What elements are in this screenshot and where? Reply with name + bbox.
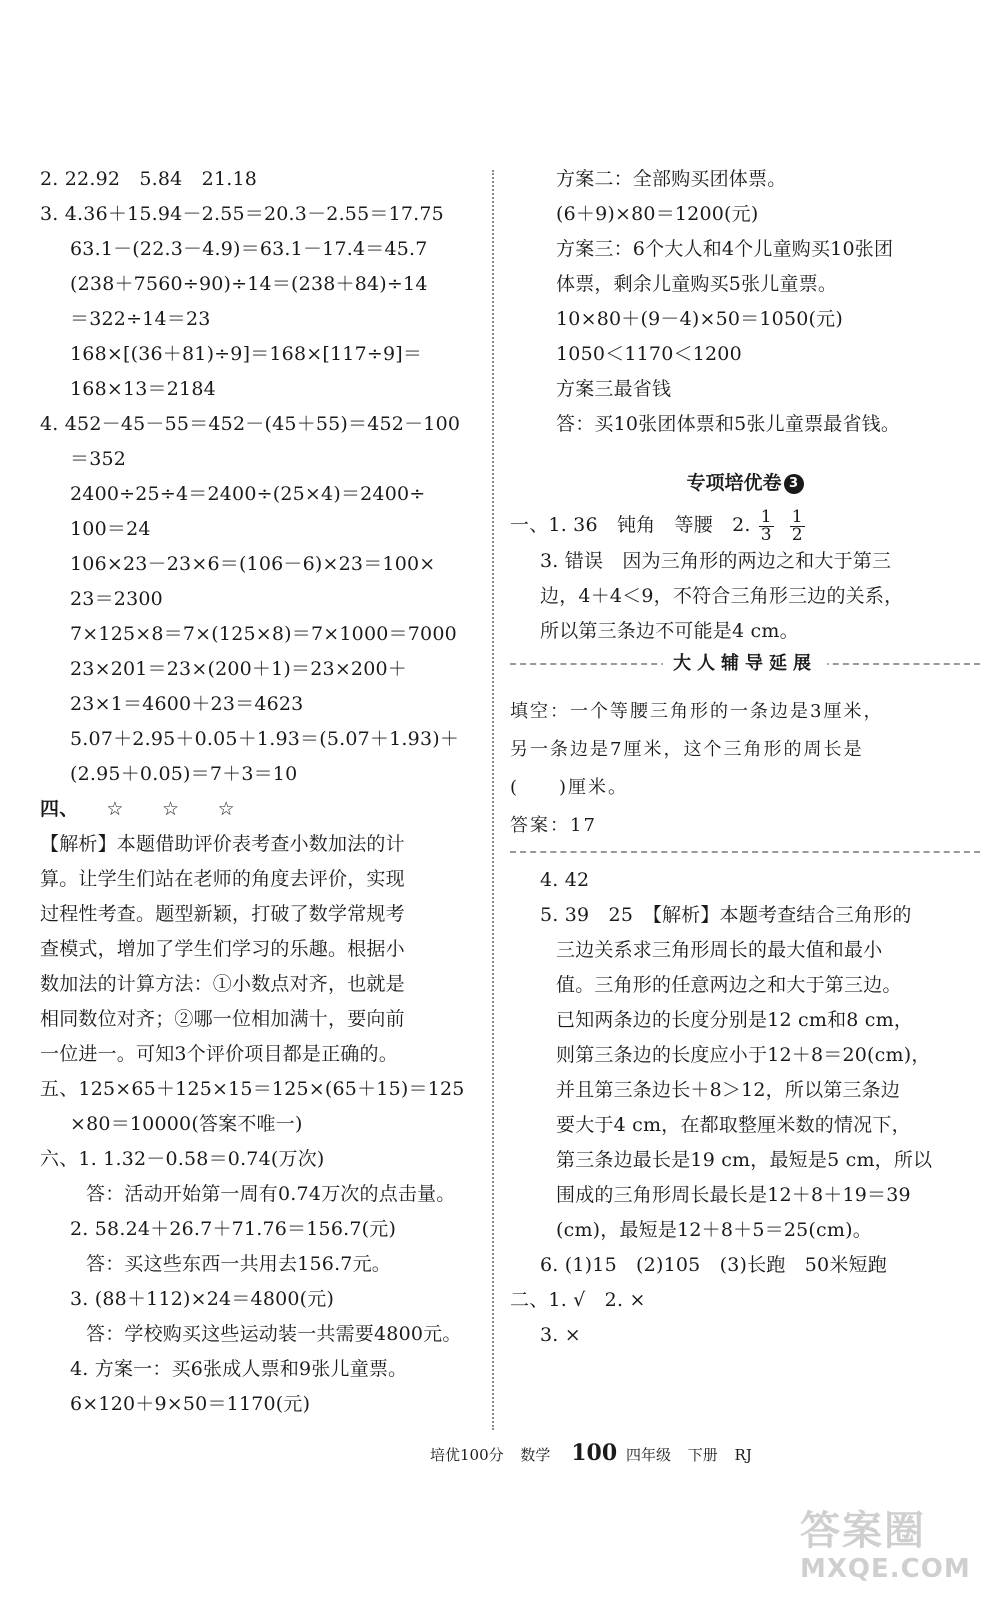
watermark-text: 答案圈 — [800, 1508, 926, 1554]
extension-answer: 答案：17 — [510, 814, 597, 836]
answer-line: 边，4＋4＜9，不符合三角形三边的关系， — [540, 584, 904, 607]
answer-line: 2400÷25÷4＝2400÷(25×4)＝2400÷ — [70, 483, 426, 505]
extension-title-text: 大人辅导延展 — [663, 653, 827, 674]
extension-line: ( )厘米。 — [510, 776, 629, 798]
answer-line: 则第三条边的长度应小于12＋8＝20(cm)， — [556, 1043, 931, 1066]
answer-line: 5. 39 25 【解析】本题考查结合三角形的 — [540, 903, 912, 926]
analysis-line: 查模式，增加了学生们学习的乐趣。根据小 — [40, 938, 405, 960]
answer-line: ＝352 — [70, 448, 127, 470]
answer-line: 要大于4 cm，在都取整厘米数的情况下， — [556, 1113, 911, 1136]
answer-line: 2. 22.92 5.84 21.18 — [40, 168, 258, 190]
answer-line: 方案三：6个大人和4个儿童购买10张团 — [556, 238, 894, 260]
left-column — [40, 162, 480, 1422]
answer-line: 106×23－23×6＝(106－6)×23＝100× — [70, 553, 436, 575]
section-title-text: 专项培优卷 — [686, 472, 782, 494]
footer-edition: RJ — [734, 1446, 752, 1464]
answer-line: 方案三最省钱 — [556, 378, 672, 400]
analysis-line: 数加法的计算方法：①小数点对齐，也就是 — [40, 973, 405, 995]
answer-line: 2. 58.24＋26.7＋71.76＝156.7(元) — [70, 1218, 397, 1240]
answer-line: 第三条边最长是19 cm，最短是5 cm，所以 — [556, 1148, 933, 1171]
answer-line: 168×13＝2184 — [70, 378, 216, 400]
page-footer — [430, 1440, 830, 1466]
footer-volume: 下册 — [687, 1446, 718, 1464]
fraction-numerator: 1 — [791, 506, 803, 527]
answer-line: (6＋9)×80＝1200(元) — [556, 203, 759, 225]
section-title — [510, 468, 980, 498]
rating-line — [40, 792, 480, 827]
footer-grade: 四年级 — [625, 1446, 671, 1464]
answer-line: 三边关系求三角形周长的最大值和最小 — [556, 938, 883, 961]
answer-line: 23×1＝4600＋23＝4623 — [70, 693, 304, 715]
star-icons: ☆ ☆ ☆ — [106, 798, 235, 820]
answer-line — [510, 508, 980, 544]
answer-line: 10×80＋(9－4)×50＝1050(元) — [556, 308, 843, 330]
fraction-numerator: 1 — [760, 506, 772, 527]
answer-line: ＝322÷14＝23 — [70, 308, 211, 330]
analysis-line: 相同数位对齐；②哪一位相加满十，要向前 — [40, 1008, 405, 1030]
answer-line: 并且第三条边长＋8＞12，所以第三条边 — [556, 1078, 901, 1101]
answer-prefix: 一、1. 36 钝角 等腰 2. — [510, 514, 751, 536]
answer-line: 已知两条边的长度分别是12 cm和8 cm， — [556, 1008, 914, 1031]
answer-line: 体票，剩余儿童购买5张儿童票。 — [556, 273, 838, 295]
answer-line: 6×120＋9×50＝1170(元) — [70, 1393, 311, 1415]
fraction — [790, 506, 805, 545]
answer-line: 4. 方案一：买6张成人票和9张儿童票。 — [70, 1358, 408, 1380]
answer-line: 五、125×65＋125×15＝125×(65＋15)＝125 — [40, 1078, 465, 1100]
analysis-line: 一位进一。可知3个评价项目都是正确的。 — [40, 1043, 398, 1065]
extension-title — [510, 652, 980, 693]
answer-line: 3. 4.36＋15.94－2.55＝20.3－2.55＝17.75 — [40, 203, 444, 225]
answer-line: 5.07＋2.95＋0.05＋1.93＝(5.07＋1.93)＋ — [70, 728, 460, 750]
extension-bottom-border — [510, 845, 980, 853]
answer-line: (cm)，最短是12＋8＋5＝25(cm)。 — [556, 1218, 872, 1241]
answer-line: (2.95＋0.05)＝7＋3＝10 — [70, 763, 298, 785]
watermark-url: MXQE.COM — [800, 1554, 971, 1584]
answer-line: 答：学校购买这些运动装一共需要4800元。 — [86, 1323, 462, 1345]
watermark — [800, 1508, 980, 1588]
analysis-line: 算。让学生们站在老师的角度去评价，实现 — [40, 868, 405, 890]
answer-line: 方案二：全部购买团体票。 — [556, 168, 787, 190]
answer-line: 答：活动开始第一周有0.74万次的点击量。 — [86, 1183, 456, 1205]
fraction-denominator: 2 — [791, 524, 803, 545]
answer-line: (238＋7560÷90)÷14＝(238＋84)÷14 — [70, 273, 428, 295]
answer-line: 围成的三角形周长最长是12＋8＋19＝39 — [556, 1183, 911, 1206]
fraction — [759, 506, 774, 545]
answer-line: 所以第三条边不可能是4 cm。 — [540, 619, 799, 642]
section-number-badge: 3 — [784, 474, 804, 494]
answer-line: 6. (1)15 (2)105 (3)长跑 50米短跑 — [540, 1253, 887, 1276]
column-divider — [492, 170, 494, 1430]
answer-line: 100＝24 — [70, 518, 151, 540]
answer-line: 7×125×8＝7×(125×8)＝7×1000＝7000 — [70, 623, 457, 645]
footer-subject: 数学 — [520, 1446, 551, 1464]
extension-box — [510, 652, 980, 853]
answer-line: 1050＜1170＜1200 — [556, 343, 742, 365]
answer-line: 3. × — [540, 1323, 581, 1346]
answer-line: 23×201＝23×(200＋1)＝23×200＋ — [70, 658, 407, 680]
answer-line: 值。三角形的任意两边之和大于第三边。 — [556, 973, 902, 996]
answer-line: 答：买10张团体票和5张儿童票最省钱。 — [556, 413, 901, 435]
answer-line: 4. 452－45－55＝452－(45＋55)＝452－100 — [40, 413, 461, 435]
answer-line: ×80＝10000(答案不唯一) — [70, 1113, 303, 1135]
answer-line: 3. (88＋112)×24＝4800(元) — [70, 1288, 335, 1310]
extension-line: 另一条边是7厘米，这个三角形的周长是 — [510, 738, 864, 760]
answer-line: 63.1－(22.3－4.9)＝63.1－17.4＝45.7 — [70, 238, 428, 260]
answer-line: 六、1. 1.32－0.58＝0.74(万次) — [40, 1148, 325, 1170]
right-column — [510, 162, 980, 1353]
answer-line: 答：买这些东西一共用去156.7元。 — [86, 1253, 391, 1275]
page-number: 100 — [571, 1440, 618, 1466]
answer-line: 23＝2300 — [70, 588, 163, 610]
footer-brand: 培优100分 — [430, 1446, 504, 1464]
analysis-line: 过程性考查。题型新颖，打破了数学常规考 — [40, 903, 405, 925]
answer-line: 二、1. √ 2. × — [510, 1288, 646, 1311]
answer-line: 4. 42 — [540, 868, 590, 891]
answer-line: 168×[(36＋81)÷9]＝168×[117÷9]＝ — [70, 343, 423, 365]
fraction-denominator: 3 — [760, 524, 772, 545]
section-label: 四、 — [40, 798, 79, 820]
analysis-line: 【解析】本题借助评价表考查小数加法的计 — [40, 833, 405, 855]
answer-line: 3. 错误 因为三角形的两边之和大于第三 — [540, 549, 892, 572]
extension-line: 填空：一个等腰三角形的一条边是3厘米， — [510, 700, 884, 722]
